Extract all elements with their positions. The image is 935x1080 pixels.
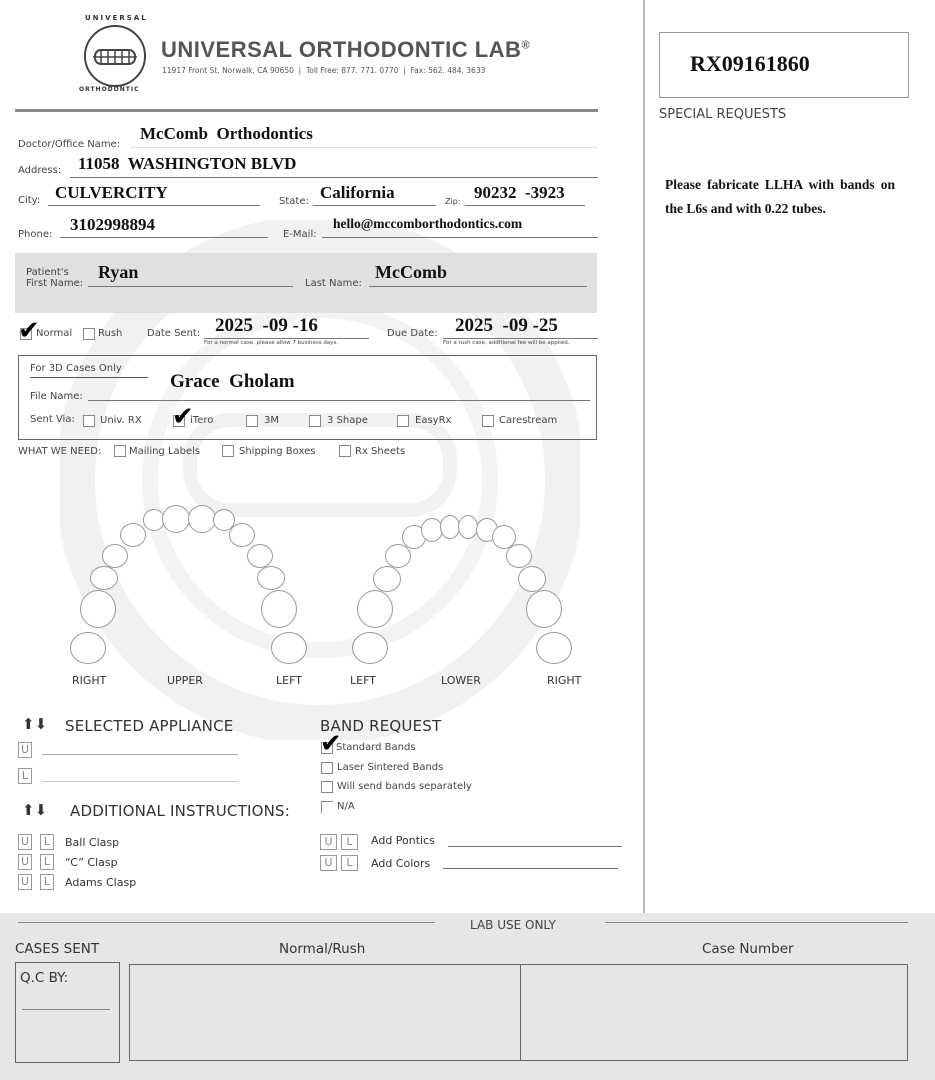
rx-number-box [659,32,909,98]
standard-bands-check-mark: ✔ [320,729,342,759]
3m-checkbox[interactable] [246,415,258,427]
state-label: State: [279,196,309,207]
univ-rx-checkbox[interactable] [83,415,95,427]
city-line [48,205,260,206]
due-date-note: For a rush case, additional fee will be applied. [443,340,570,346]
pontics-line [448,846,622,847]
appliance-u-line [42,754,238,755]
lab-address: 11917 Front St. Norwalk, CA 90650 | Toll Free: 877. 771. 0770 | Fax: 562. 484. 3633 [162,66,486,75]
lab-use-line-left [18,922,435,923]
na-checkbox[interactable] [321,801,333,813]
address-label: Address: [18,165,62,176]
special-requests-heading: SPECIAL REQUESTS [659,107,787,122]
office-line [130,147,598,148]
zip-label: Zip: [445,197,461,206]
adams-clasp-label: Adams Clasp [65,876,137,889]
case-number-label: Case Number [702,941,794,957]
state-line [313,205,436,206]
file-name-line [88,400,590,401]
date-sent-value: 2025 -09 -16 [215,315,318,336]
upper-tooth-7[interactable] [162,505,190,533]
rx-sheets-label: Rx Sheets [355,446,406,457]
upper-tooth-13[interactable] [261,590,297,628]
lab-name [161,37,530,63]
lower-tooth-8[interactable] [458,515,478,539]
logo-text-top: UNIVERSAL [85,14,148,22]
upper-tooth-5[interactable] [120,523,146,547]
c-clasp-label: “C” Clasp [65,856,118,869]
lower-tooth-14[interactable] [536,632,572,664]
appliance-l-box[interactable]: L [18,768,32,784]
address-line [70,177,598,178]
lower-tooth-2[interactable] [357,590,393,628]
lower-right-label: RIGHT [547,674,582,687]
registered-mark: ® [521,39,531,52]
laser-bands-label: Laser Sintered Bands [337,762,444,773]
qc-by-label: Q.C BY: [20,970,69,986]
cases-sent-label: CASES SENT [15,941,100,957]
upper-tooth-14[interactable] [271,632,307,664]
email-label: E-Mail: [283,229,317,240]
3shape-checkbox[interactable] [309,415,321,427]
upper-tooth-11[interactable] [247,544,273,568]
adams-clasp-u[interactable]: U [18,874,32,890]
address-value: 11058 WASHINGTON BLVD [78,154,297,173]
itero-check-mark: ✔ [172,402,194,432]
ball-clasp-label: Ball Clasp [65,836,120,849]
city-value: CULVERCITY [55,183,168,202]
file-name-label: File Name: [30,391,83,402]
normal-rush-label: Normal/Rush [279,941,366,957]
normal-label: Normal [36,328,73,339]
special-requests-text: Please fabricate LLHA with bands on the L6s and with 0.22 tubes. [665,177,895,216]
zip-line [465,205,585,206]
upper-tooth-3[interactable] [90,566,118,590]
carestream-label: Carestream [499,415,558,426]
band-request-heading: BAND REQUEST [320,717,442,735]
date-sent-line [204,338,369,339]
pontics-l[interactable]: L [341,834,358,850]
ball-clasp-l[interactable]: L [40,834,54,850]
selected-appliance-heading: SELECTED APPLIANCE [65,717,234,735]
lower-tooth-4[interactable] [385,544,411,568]
upper-tooth-1[interactable] [70,632,106,664]
normal-rush-box[interactable] [129,964,521,1061]
lower-tooth-3[interactable] [373,566,401,592]
upper-tooth-2[interactable] [80,590,116,628]
what-we-need-label: WHAT WE NEED: [18,446,102,457]
lower-tooth-12[interactable] [518,566,546,592]
email-line [322,237,598,238]
send-separately-checkbox[interactable] [321,781,333,793]
case-number-box[interactable] [520,964,908,1061]
due-date-line [443,338,598,339]
univ-rx-label: Univ. RX [100,415,142,426]
lab-use-heading: LAB USE ONLY [470,918,556,932]
city-label: City: [18,195,41,206]
date-sent-note: For a normal case, please allow 7 business days. [204,340,339,346]
normal-check-mark: ✔ [18,316,40,346]
rx-number: RX09161860 [690,51,810,76]
send-separately-label: Will send bands separately [337,781,472,792]
zip-value: 90232 -3923 [474,183,565,202]
three-d-heading: For 3D Cases Only [30,363,122,374]
due-date-label: Due Date: [387,328,438,339]
lower-tooth-1[interactable] [352,632,388,664]
upper-tooth-12[interactable] [257,566,285,590]
colors-line [443,868,618,869]
office-value: McComb Orthodontics [140,124,313,143]
phone-value: 3102998894 [70,215,155,234]
qc-by-line [22,1009,110,1010]
ball-clasp-u[interactable]: U [18,834,32,850]
lab-use-line-right [605,922,908,923]
three-d-heading-line [30,377,148,378]
carestream-checkbox[interactable] [482,415,494,427]
mailing-labels-label: Mailing Labels [129,446,201,457]
appliance-l-line [42,781,238,782]
patient-label-line2: First Name: [26,278,84,289]
last-name-value: McComb [375,262,447,282]
c-clasp-l[interactable]: L [40,854,54,870]
easyrx-checkbox[interactable] [397,415,409,427]
state-value: California [320,183,395,202]
sent-via-label: Sent Via: [30,414,75,425]
first-name-line [88,286,293,287]
adams-clasp-l[interactable]: L [40,874,54,890]
lower-tooth-13[interactable] [526,590,562,628]
lower-left-label: LEFT [350,674,376,687]
3m-label: 3M [264,415,279,426]
3shape-label: 3 Shape [327,415,368,426]
rush-checkbox[interactable] [83,328,95,340]
phone-line [60,237,268,238]
pontics-u[interactable]: U [320,834,337,850]
colors-u[interactable]: U [320,855,337,871]
colors-l[interactable]: L [341,855,358,871]
additional-heading: ADDITIONAL INSTRUCTIONS: [70,802,290,820]
rush-label: Rush [98,328,123,339]
header-rule [15,109,598,112]
standard-bands-label: Standard Bands [336,742,416,753]
lab-name-text: UNIVERSAL ORTHODONTIC LAB [161,37,522,62]
appliance-arrows-icon: ⬆⬇ [22,715,48,733]
date-sent-label: Date Sent: [147,328,201,339]
patient-label-line1: Patient's [26,267,69,278]
last-name-label: Last Name: [305,278,362,289]
column-divider [643,0,645,913]
file-name-value: Grace Gholam [170,371,295,392]
upper-tooth-4[interactable] [102,544,128,568]
lab-logo [75,14,155,96]
upper-tooth-10[interactable] [229,523,255,547]
phone-label: Phone: [18,229,53,240]
c-clasp-u[interactable]: U [18,854,32,870]
lower-tooth-7[interactable] [440,515,460,539]
lower-tooth-11[interactable] [506,544,532,568]
office-label: Doctor/Office Name: [18,139,121,150]
shipping-boxes-checkbox[interactable] [222,445,234,457]
shipping-boxes-label: Shipping Boxes [239,446,316,457]
rx-sheets-checkbox[interactable] [339,445,351,457]
colors-label: Add Colors [371,857,431,870]
logo-text-bottom: ORTHODONTIC [79,86,140,93]
lower-label: LOWER [441,674,481,687]
na-label: N/A [337,801,355,812]
pontics-label: Add Pontics [371,834,435,847]
easyrx-label: EasyRx [415,415,452,426]
upper-tooth-8[interactable] [188,505,216,533]
last-name-line [369,286,587,287]
appliance-u-box[interactable]: U [18,742,32,758]
laser-bands-checkbox[interactable] [321,762,333,774]
itero-label: iTero [190,415,214,426]
additional-arrows-icon: ⬆⬇ [22,801,48,819]
first-name-value: Ryan [98,262,139,282]
mailing-labels-checkbox[interactable] [114,445,126,457]
upper-label: UPPER [167,674,203,687]
due-date-value: 2025 -09 -25 [455,315,558,336]
upper-left-label: LEFT [276,674,302,687]
patient-first-label [26,267,83,289]
upper-right-label: RIGHT [72,674,107,687]
email-value: hello@mccomborthodontics.com [333,216,523,231]
